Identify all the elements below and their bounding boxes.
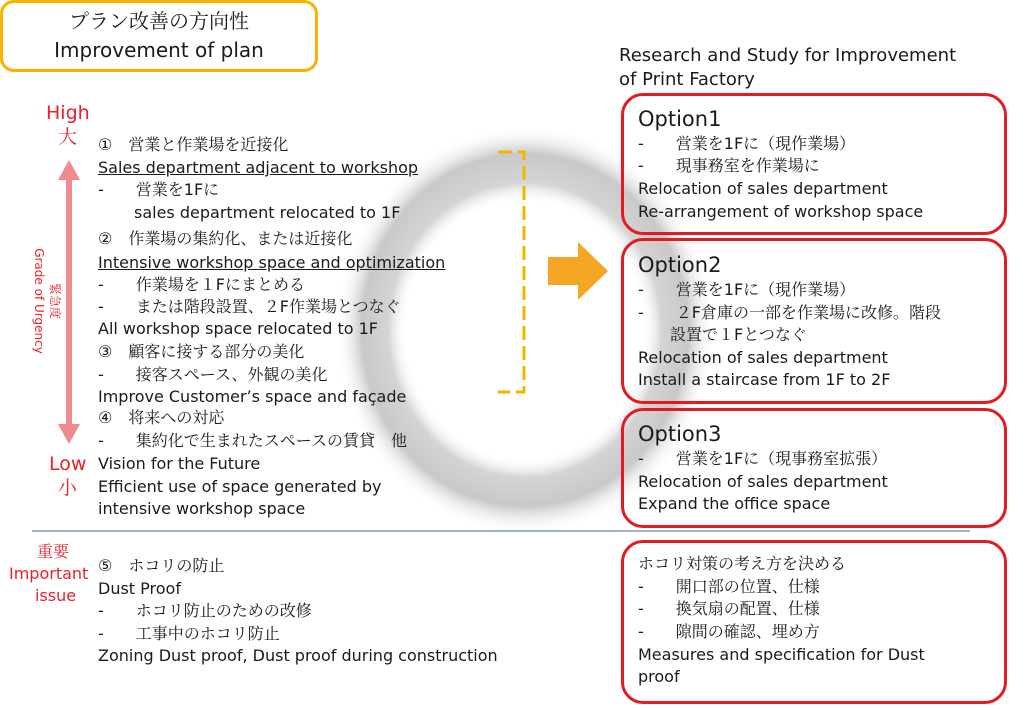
plan-line: All workshop space relocated to 1F (98, 319, 378, 338)
dust-measure-line: proof (638, 667, 680, 686)
plan-line: - 営業を1Fに (98, 180, 220, 199)
plan-bracket (496, 148, 536, 398)
plan-line: - 接客スペース、外観の美化 (98, 365, 328, 384)
plan-line: intensive workshop space (98, 499, 306, 518)
plan-line: ④ 将来への対応 (98, 408, 225, 427)
urgency-high-en: High (46, 102, 90, 124)
plan-line: Efficient use of space generated by (98, 477, 382, 496)
plan-line: sales department relocated to 1F (134, 203, 401, 222)
important-en-1: Important (9, 564, 89, 583)
dust-line: - 工事中のホコリ防止 (98, 624, 280, 643)
plan-title-box (0, 0, 318, 72)
dust-line: - ホコリ防止のための改修 (98, 601, 312, 620)
important-ja: 重要 (37, 542, 70, 561)
option-2-line: Install a staircase from 1F to 2F (638, 370, 891, 389)
option-1-title: Option1 (638, 107, 722, 131)
plan-title-ja: プラン改善の方向性 (69, 9, 249, 33)
plan-line: Improve Customer’s space and façade (98, 387, 407, 406)
urgency-low-ja: 小 (58, 477, 78, 499)
option-2-line: - 営業を1Fに（現作業場） (638, 280, 856, 299)
dust-measure-line: - 開口部の位置、仕様 (638, 577, 820, 596)
plan-line: ① 営業と作業場を近接化 (98, 135, 289, 154)
dust-measure-line: - 換気扇の配置、仕様 (638, 599, 820, 618)
plan-line: Intensive workshop space and optimization (98, 253, 446, 272)
option-2-title: Option2 (638, 253, 722, 277)
option-3-line: Expand the office space (638, 494, 831, 513)
option-1-line: - 現事務室を作業場に (638, 156, 820, 175)
option-2-line: Relocation of sales department (638, 348, 888, 367)
option-3-line: - 営業を1Fに（現事務室拡張） (638, 449, 888, 468)
important-en-2: issue (35, 586, 77, 605)
option-2-line: 設置で１Fとつなぐ (670, 325, 807, 344)
option-1-line: - 営業を1Fに（現作業場） (638, 134, 856, 153)
dust-measure-line: Measures and specification for Dust (638, 645, 925, 664)
plan-line: ③ 顧客に接する部分の美化 (98, 342, 305, 361)
plan-line: Sales department adjacent to workshop (98, 158, 419, 177)
option-1-line: Re-arrangement of workshop space (638, 202, 924, 221)
urgency-axis-ja: 緊急度 (48, 282, 62, 319)
dust-measure-line: - 隙間の確認、埋め方 (638, 622, 820, 641)
plan-line: - または階段設置、２F作業場とつなぐ (98, 297, 401, 316)
urgency-high-ja: 大 (58, 126, 78, 148)
plan-title-en: Improvement of plan (54, 38, 264, 62)
dust-line: Zoning Dust proof, Dust proof during construction (98, 646, 498, 665)
option-2-line: - ２F倉庫の一部を作業場に改修。階段 (638, 303, 941, 322)
plan-line: - 作業場を１Fにまとめる (98, 275, 305, 294)
heading-line-1: Research and Study for Improvement (619, 45, 957, 66)
option-3-line: Relocation of sales department (638, 472, 888, 491)
heading-line-2: of Print Factory (619, 69, 755, 90)
dust-line: Dust Proof (98, 579, 181, 598)
urgency-low-en: Low (49, 453, 87, 475)
divider (32, 530, 970, 532)
right-arrow-icon (548, 242, 610, 300)
option-1-line: Relocation of sales department (638, 179, 888, 198)
plan-line: - 集約化で生まれたスペースの賃貸 他 (98, 431, 407, 450)
dust-measure-line: ホコリ対策の考え方を決める (638, 554, 847, 573)
option-3-title: Option3 (638, 422, 722, 446)
plan-line: ② 作業場の集約化、または近接化 (98, 229, 353, 248)
urgency-axis-en: Grade of Urgency (32, 248, 46, 354)
plan-line: Vision for the Future (98, 454, 261, 473)
dust-line: ⑤ ホコリの防止 (98, 556, 225, 575)
